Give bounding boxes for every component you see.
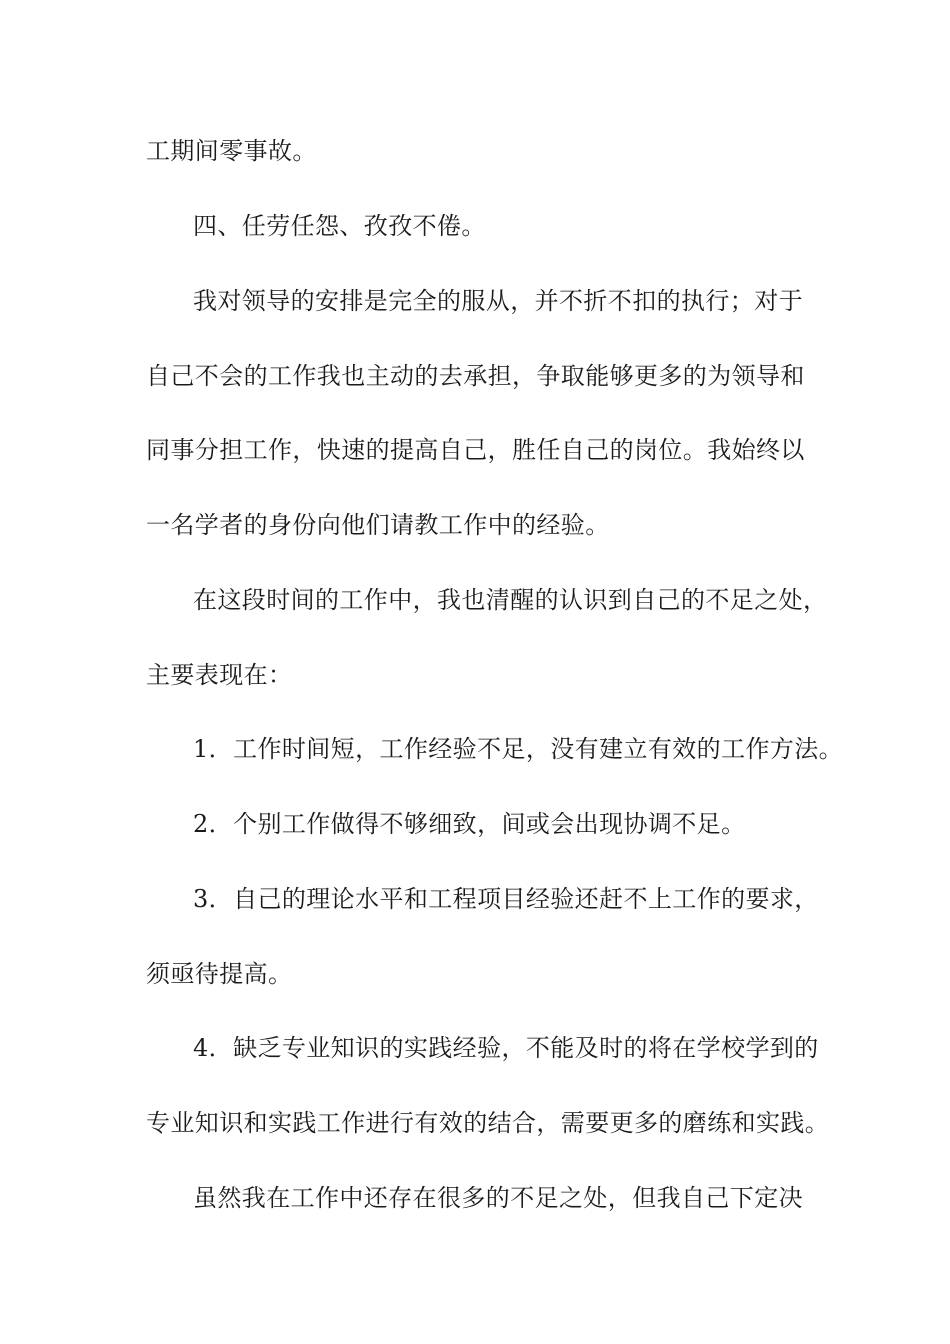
paragraph-line: 我对领导的安排是完全的服从，并不折不扣的执行；对于 — [193, 287, 803, 315]
paragraph-line: 主要表现在： — [146, 661, 293, 689]
paragraph-line: 虽然我在工作中还存在很多的不足之处，但我自己下定决 — [193, 1184, 803, 1212]
list-item-3-continuation: 须亟待提高。 — [146, 960, 293, 988]
section-heading-four: 四、任劳任怨、孜孜不倦。 — [193, 212, 486, 240]
list-item-4-continuation: 专业知识和实践工作进行有效的结合，需要更多的磨练和实践。 — [146, 1109, 830, 1137]
text-line-continuation: 工期间零事故。 — [146, 137, 317, 165]
list-item-2: 2．个别工作做得不够细致，间或会出现协调不足。 — [193, 810, 746, 838]
paragraph-line: 自己不会的工作我也主动的去承担，争取能够更多的为领导和 — [146, 362, 805, 390]
paragraph-line: 一名学者的身份向他们请教工作中的经验。 — [146, 511, 610, 539]
list-item-4: 4．缺乏专业知识的实践经验，不能及时的将在学校学到的 — [193, 1034, 819, 1062]
list-item-1: 1．工作时间短，工作经验不足，没有建立有效的工作方法。 — [193, 735, 844, 763]
list-item-3: 3．自己的理论水平和工程项目经验还赶不上工作的要求， — [193, 885, 819, 913]
paragraph-line: 在这段时间的工作中，我也清醒的认识到自己的不足之处， — [193, 586, 828, 614]
paragraph-line: 同事分担工作，快速的提高自己，胜任自己的岗位。我始终以 — [146, 436, 805, 464]
